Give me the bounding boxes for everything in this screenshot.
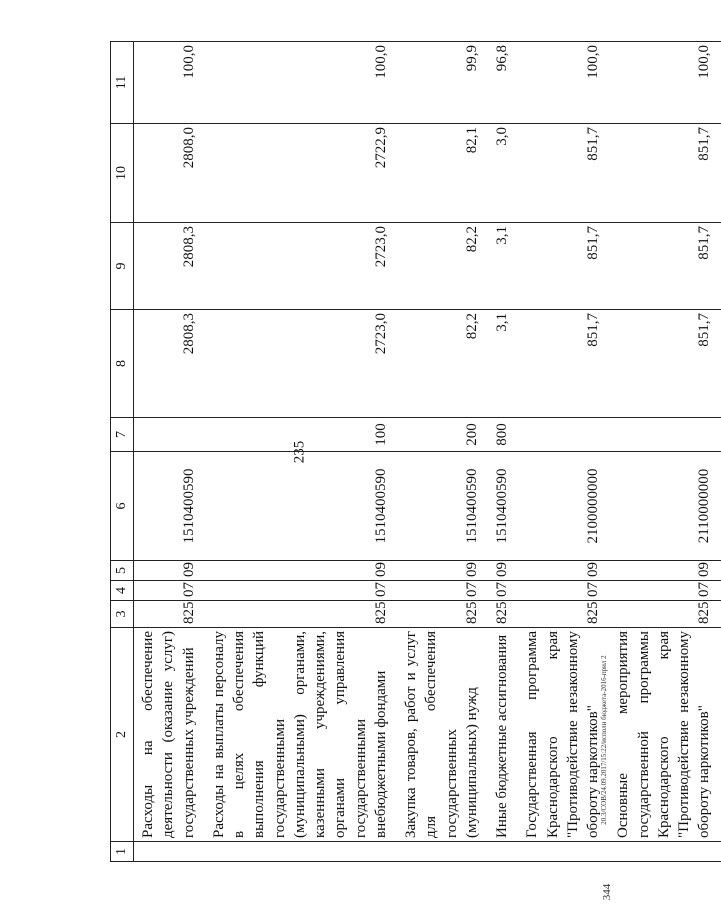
ministry-code-cell: 825 bbox=[397, 601, 488, 628]
expense-name-cell: Государственная программа Краснодарского края "Противодействие незаконному обороту наркотиков" bbox=[518, 628, 609, 842]
expense-type-cell bbox=[134, 418, 205, 452]
ministry-code-cell: 825 bbox=[134, 601, 205, 628]
table-row bbox=[518, 42, 609, 862]
section-code-cell: 07 bbox=[134, 581, 205, 601]
table-row bbox=[488, 42, 518, 862]
amount-cell: 3,0 bbox=[488, 124, 518, 223]
target-article-cell: 1510400590 bbox=[205, 452, 397, 561]
column-header: 9 bbox=[111, 223, 134, 310]
amount-cell: 82,2 bbox=[397, 310, 488, 418]
amount-cell: 3,1 bbox=[488, 223, 518, 310]
amount-cell: 851,7 bbox=[609, 124, 720, 223]
expense-name-cell: Основные мероприятия государственной программы Краснодарского края "Противодействие незаконному обороту наркотиков" bbox=[609, 628, 720, 842]
amount-cell: 2808,3 bbox=[134, 223, 205, 310]
expense-type-cell bbox=[518, 418, 609, 452]
target-article-cell: 1510400590 bbox=[488, 452, 518, 561]
page-number: 235 bbox=[291, 440, 308, 464]
expense-type-cell: 800 bbox=[488, 418, 518, 452]
subsection-code-cell: 09 bbox=[518, 561, 609, 581]
expense-name-cell: Иные бюджетные ассигнования bbox=[488, 628, 518, 842]
amount-cell: 3,1 bbox=[488, 310, 518, 418]
column-header: 6 bbox=[111, 452, 134, 561]
row-number-cell bbox=[518, 842, 609, 862]
section-code-cell: 07 bbox=[518, 581, 609, 601]
footer-file-reference: 20.3/СОВ/24.09.2017/15:22/исполн бюджета-2016-прил 2 bbox=[600, 655, 608, 825]
expense-name-cell: Закупка товаров, работ и услуг для обеспечения государственных (муниципальных) нужд bbox=[397, 628, 488, 842]
amount-cell: 2723,0 bbox=[205, 223, 397, 310]
column-header: 1 bbox=[111, 842, 134, 862]
table-row bbox=[205, 42, 397, 862]
amount-cell: 2808,0 bbox=[134, 124, 205, 223]
section-code-cell: 07 bbox=[397, 581, 488, 601]
ministry-code-cell: 825 bbox=[488, 601, 518, 628]
column-header: 11 bbox=[111, 42, 134, 124]
expense-type-cell: 100 bbox=[205, 418, 397, 452]
column-header: 2 bbox=[111, 628, 134, 842]
target-article-cell: 2110000000 bbox=[609, 452, 720, 561]
target-article-cell: 2100000000 bbox=[518, 452, 609, 561]
column-header: 10 bbox=[111, 124, 134, 223]
column-header: 8 bbox=[111, 310, 134, 418]
expense-type-cell bbox=[609, 418, 720, 452]
percent-cell: 100,0 bbox=[134, 42, 205, 124]
subsection-code-cell: 09 bbox=[397, 561, 488, 581]
expense-name-cell: Расходы на выплаты персоналу в целях обеспечения выполнения функций государственными (муниципальными) органами, казенными учреждениями, органами управления государственными внебюджетными фондами bbox=[205, 628, 397, 842]
subsection-code-cell: 09 bbox=[134, 561, 205, 581]
amount-cell: 82,2 bbox=[397, 223, 488, 310]
row-number-cell bbox=[609, 842, 720, 862]
target-article-cell: 1510400590 bbox=[397, 452, 488, 561]
ministry-code-cell: 825 bbox=[205, 601, 397, 628]
column-header: 5 bbox=[111, 561, 134, 581]
table-row bbox=[609, 42, 720, 862]
budget-table bbox=[110, 41, 721, 862]
row-number-cell bbox=[205, 842, 397, 862]
section-code-cell: 07 bbox=[609, 581, 720, 601]
table-row bbox=[134, 42, 205, 862]
corner-page-number: 344 bbox=[601, 883, 613, 901]
section-code-cell: 07 bbox=[205, 581, 397, 601]
percent-cell: 99,9 bbox=[397, 42, 488, 124]
amount-cell: 851,7 bbox=[609, 223, 720, 310]
column-header: 7 bbox=[111, 418, 134, 452]
table-row bbox=[397, 42, 488, 862]
amount-cell: 851,7 bbox=[518, 310, 609, 418]
amount-cell: 2722,9 bbox=[205, 124, 397, 223]
column-header: 4 bbox=[111, 581, 134, 601]
row-number-cell bbox=[397, 842, 488, 862]
amount-cell: 2808,3 bbox=[134, 310, 205, 418]
subsection-code-cell: 09 bbox=[609, 561, 720, 581]
section-code-cell: 07 bbox=[488, 581, 518, 601]
subsection-code-cell: 09 bbox=[488, 561, 518, 581]
percent-cell: 96,8 bbox=[488, 42, 518, 124]
ministry-code-cell: 825 bbox=[518, 601, 609, 628]
percent-cell: 100,0 bbox=[518, 42, 609, 124]
expense-type-cell: 200 bbox=[397, 418, 488, 452]
percent-cell: 100,0 bbox=[205, 42, 397, 124]
amount-cell: 2723,0 bbox=[205, 310, 397, 418]
row-number-cell bbox=[488, 842, 518, 862]
amount-cell: 851,7 bbox=[518, 223, 609, 310]
amount-cell: 851,7 bbox=[518, 124, 609, 223]
target-article-cell: 1510400590 bbox=[134, 452, 205, 561]
percent-cell: 100,0 bbox=[609, 42, 720, 124]
table-header-row bbox=[111, 42, 134, 862]
amount-cell: 851,7 bbox=[609, 310, 720, 418]
expense-name-cell: Расходы на обеспечение деятельности (оказание услуг) государственных учреждений bbox=[134, 628, 205, 842]
row-number-cell bbox=[134, 842, 205, 862]
ministry-code-cell: 825 bbox=[609, 601, 720, 628]
column-header: 3 bbox=[111, 601, 134, 628]
amount-cell: 82,1 bbox=[397, 124, 488, 223]
subsection-code-cell: 09 bbox=[205, 561, 397, 581]
